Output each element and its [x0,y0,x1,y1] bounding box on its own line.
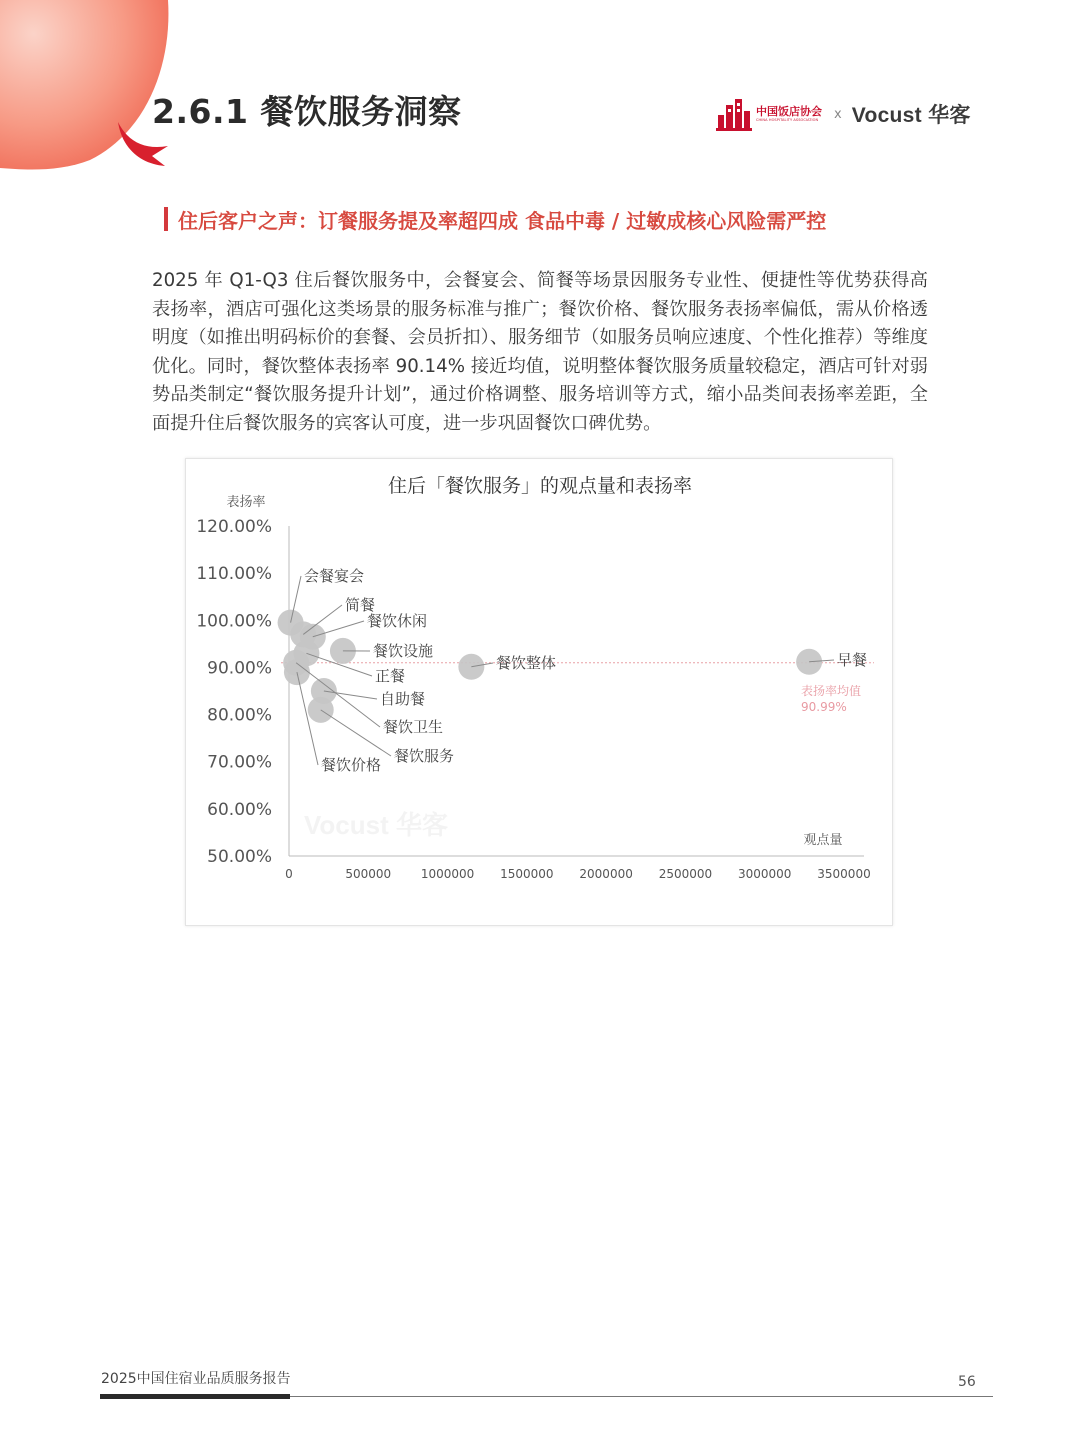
subtitle-accent-bar [164,207,168,231]
footer-accent-bar [100,1394,290,1399]
brand-logo: Vocust 华客 [851,104,971,127]
x-tick-label: 3500000 [817,867,871,881]
x-axis-label: 观点量 [803,833,843,848]
data-label: 餐饮价格 [321,756,382,774]
average-label: 表扬率均值 [801,683,862,698]
data-label: 餐饮卫生 [383,718,444,736]
data-label: 早餐 [837,651,868,669]
association-name-en: CHINA HOSPITALITY ASSOCIATION [756,118,819,122]
y-tick-label: 120.00% [196,517,272,537]
x-tick-label: 0 [285,867,293,881]
data-label: 餐饮整体 [496,654,557,672]
leader-line [321,710,391,756]
subtitle-text: 住后客户之声：订餐服务提及率超四成 食品中毒 / 过敏成核心风险需严控 [178,208,827,233]
logo-separator: x [834,106,842,122]
y-tick-label: 60.00% [207,799,272,820]
page-title: 2.6.1 餐饮服务洞察 [152,92,462,131]
data-label: 餐饮服务 [394,747,455,765]
data-label: 会餐宴会 [304,567,365,585]
leader-line [296,663,380,727]
association-building-icon [716,97,752,131]
association-name: 中国饭店协会 [756,105,822,118]
chart-title: 住后「餐饮服务」的观点量和表扬率 [387,475,693,497]
y-tick-label: 70.00% [207,752,272,773]
x-tick-label: 500000 [345,867,392,881]
y-tick-label: 80.00% [207,705,272,726]
average-value: 90.99% [801,699,847,714]
footer-page-number: 56 [958,1374,976,1390]
y-tick-label: 110.00% [196,564,272,585]
y-tick-label: 100.00% [196,611,272,632]
scatter-chart [186,459,894,927]
data-label: 餐饮设施 [373,642,434,660]
association-logo [716,97,822,131]
section-subtitle [164,206,826,232]
x-tick-label: 1500000 [500,867,554,881]
body-paragraph: 2025 年 Q1-Q3 住后餐饮服务中，会餐宴会、简餐等场景因服务专业性、便捷性等优势获得高表扬率，酒店可强化这类场景的服务标准与推广；餐饮价格、餐饮服务表扬率偏低，需从价格透明度（如推出明码标价的套餐、会员折扣）、服务细节（如服务员响应速度、个性化推荐）等维度优化。同时，餐饮整体表扬率 90.14% 接近均值，说明整体餐饮服务质量较稳定，酒店可针对弱势品类制定“餐饮服务提升计划”，通过价格调整、服务培训等方式，缩小品类间表扬率差距，全面提升住后餐饮服务的宾客认可度，进一步巩固餐饮口碑优势。 [152,270,928,434]
footer-report-title: 2025中国住宿业品质服务报告 [101,1371,291,1387]
x-tick-label: 2500000 [658,867,713,881]
x-tick-label: 1000000 [420,867,475,881]
header-logos [716,92,986,136]
chart-container [185,458,893,926]
chart-watermark: Vocust 华客 [304,810,448,840]
y-axis-label: 表扬率 [226,495,266,510]
data-label: 正餐 [375,667,406,685]
y-tick-label: 50.00% [207,847,272,867]
x-tick-label: 2000000 [579,867,633,881]
data-label: 自助餐 [380,690,426,708]
x-tick-label: 3000000 [737,867,792,881]
y-tick-label: 90.00% [207,658,272,679]
data-label: 餐饮休闲 [367,612,428,630]
data-label: 简餐 [345,596,376,614]
